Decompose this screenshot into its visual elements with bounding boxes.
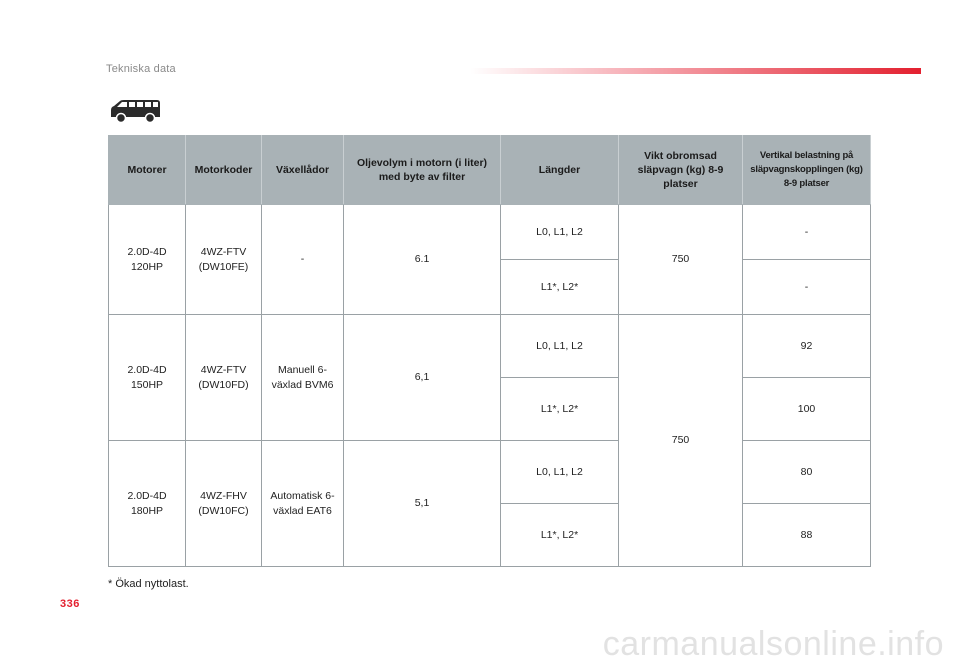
- column-header-trailer-weight: Vikt obromsad släpvagn (kg) 8-9 platser: [619, 136, 743, 205]
- trailer-weight-cell: 750: [619, 315, 743, 567]
- trailer-weight-cell: 750: [619, 205, 743, 315]
- column-header-vertical-load: Vertikal belastning på släpvagnskopplingen (kg) 8-9 platser: [743, 136, 871, 205]
- vertical-load-cell: -: [743, 260, 871, 315]
- engine-code-cell: 4WZ-FTV (DW10FE): [186, 205, 262, 315]
- oil-volume-cell: 5,1: [344, 441, 501, 567]
- vertical-load-cell: 100: [743, 378, 871, 441]
- watermark: carmanualsonline.info: [602, 625, 944, 663]
- section-title: Tekniska data: [106, 63, 176, 75]
- motor-cell: 2.0D-4D 180HP: [109, 441, 186, 567]
- column-header-oil: Oljevolym i motorn (i liter) med byte av filter: [344, 136, 501, 205]
- oil-volume-cell: 6,1: [344, 315, 501, 441]
- towing-spec-table: [108, 135, 871, 567]
- footnote: * Ökad nyttolast.: [108, 578, 189, 590]
- vertical-load-cell: -: [743, 205, 871, 260]
- van-icon: [108, 98, 162, 124]
- gearbox-cell: -: [262, 205, 344, 315]
- header-accent-bar: [470, 68, 921, 74]
- column-header-motor: Motorer: [109, 136, 186, 205]
- motor-cell: 2.0D-4D 150HP: [109, 315, 186, 441]
- engine-code-cell: 4WZ-FHV (DW10FC): [186, 441, 262, 567]
- length-cell: L0, L1, L2: [501, 441, 619, 504]
- length-cell: L1*, L2*: [501, 260, 619, 315]
- column-header-length: Längder: [501, 136, 619, 205]
- table-row: [109, 205, 871, 260]
- column-header-gearbox: Växellådor: [262, 136, 344, 205]
- motor-cell: 2.0D-4D 120HP: [109, 205, 186, 315]
- vertical-load-cell: 88: [743, 504, 871, 567]
- vertical-load-cell: 92: [743, 315, 871, 378]
- vertical-load-cell: 80: [743, 441, 871, 504]
- gearbox-cell: Automatisk 6-växlad EAT6: [262, 441, 344, 567]
- oil-volume-cell: 6.1: [344, 205, 501, 315]
- length-cell: L1*, L2*: [501, 378, 619, 441]
- length-cell: L0, L1, L2: [501, 315, 619, 378]
- length-cell: L1*, L2*: [501, 504, 619, 567]
- page-number: 336: [60, 598, 80, 610]
- table-row: [109, 315, 871, 378]
- table-row: [109, 441, 871, 504]
- column-header-code: Motorkoder: [186, 136, 262, 205]
- length-cell: L0, L1, L2: [501, 205, 619, 260]
- table-header-row: [109, 136, 871, 205]
- engine-code-cell: 4WZ-FTV (DW10FD): [186, 315, 262, 441]
- gearbox-cell: Manuell 6-växlad BVM6: [262, 315, 344, 441]
